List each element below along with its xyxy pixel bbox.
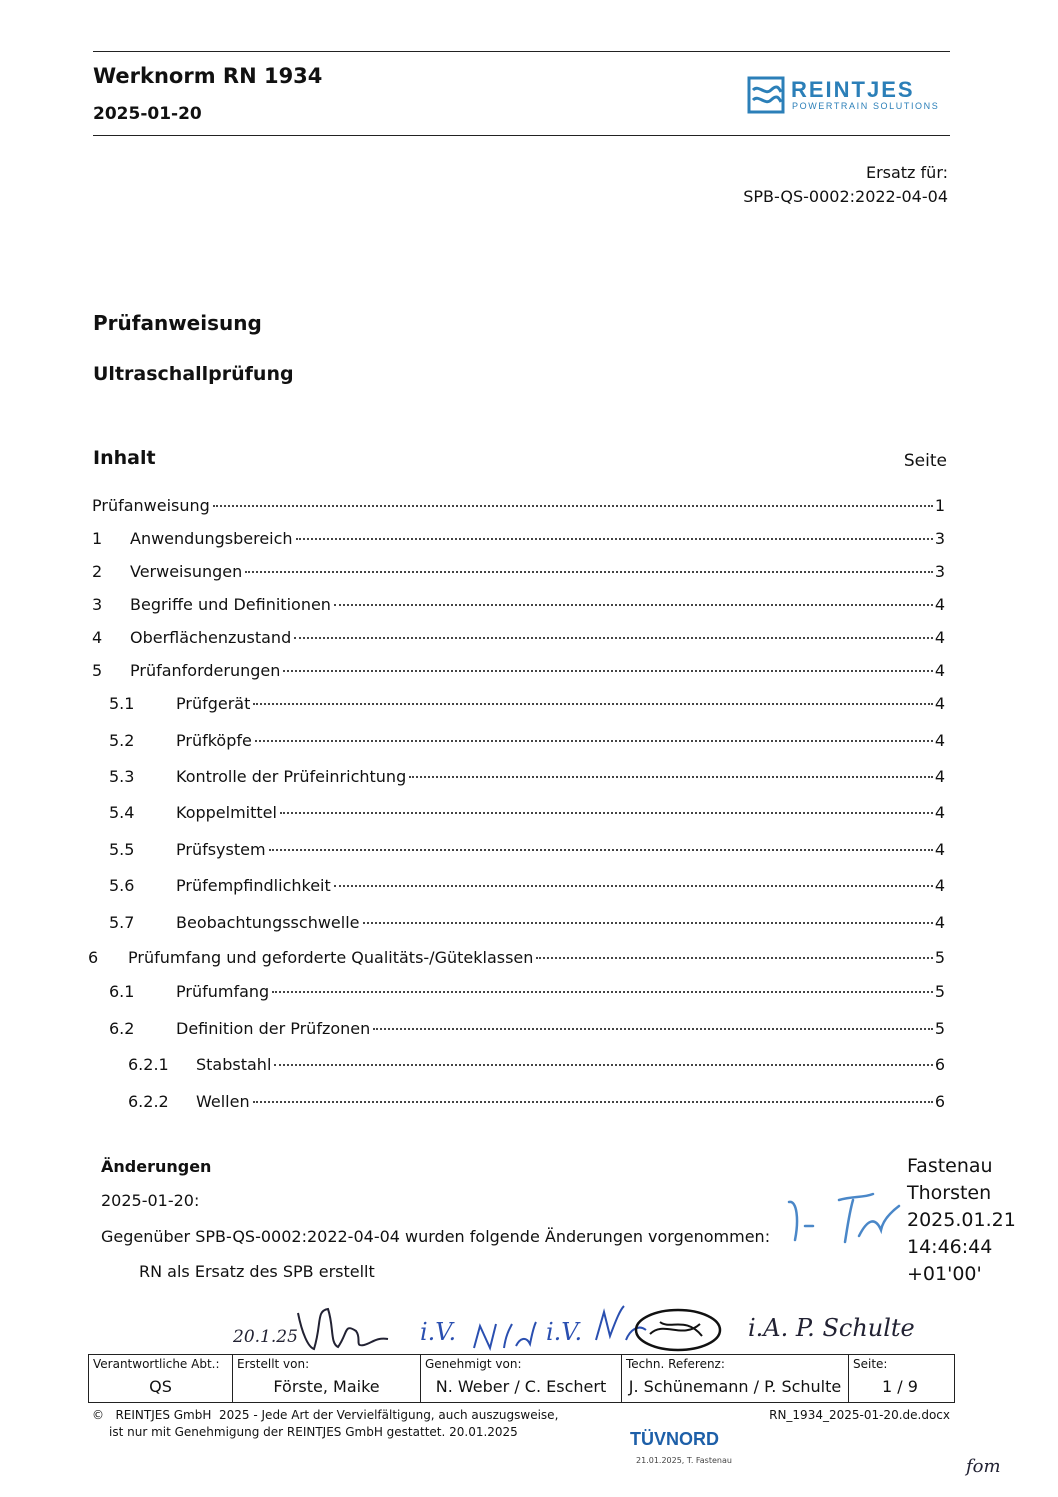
toc-entry-page: 3 (934, 562, 945, 581)
toc-entry[interactable] (109, 982, 945, 1004)
footer-filename: RN_1934_2025-01-20.de.docx (769, 1408, 950, 1422)
toc-entry-number: 6 (88, 948, 99, 967)
toc-entry[interactable] (92, 529, 945, 551)
toc-dot-leader (334, 604, 933, 606)
signature-weber (470, 1318, 540, 1354)
toc-heading: Inhalt (93, 447, 156, 469)
toc-entry-label: Verweisungen (130, 562, 243, 581)
toc-entry[interactable] (109, 803, 945, 825)
toc-entry[interactable] (109, 767, 945, 789)
toc-entry-page: 4 (934, 876, 945, 895)
toc-entry-label: Prüfumfang und geforderte Qualitäts-/Güteklassen (128, 948, 534, 967)
toc-entry-page: 4 (934, 913, 945, 932)
ersatz-label: Ersatz für: (865, 163, 948, 182)
changes-item: RN als Ersatz des SPB erstellt (139, 1262, 375, 1281)
toc-entry-number: 6.2 (109, 1019, 135, 1038)
tuv-nord-logo: TÜVNORD (630, 1429, 719, 1449)
toc-entry-label: Prüfempfindlichkeit (176, 876, 331, 895)
handwritten-ia-schulte: i.A. P. Schulte (748, 1314, 915, 1342)
changes-heading: Änderungen (101, 1157, 212, 1176)
toc-entry-page: 1 (934, 496, 945, 515)
toc-entry-label: Anwendungsbereich (130, 529, 293, 548)
toc-entry-number: 6.2.2 (128, 1092, 169, 1111)
toc-entry-number: 1 (92, 529, 103, 548)
toc-entry-label: Prüfumfang (176, 982, 270, 1001)
toc-entry-label: Definition der Prüfzonen (176, 1019, 371, 1038)
header-top-rule (93, 51, 950, 52)
toc-entry-label: Beobachtungsschwelle (176, 913, 360, 932)
toc-dot-leader (280, 812, 933, 814)
toc-dot-leader (363, 922, 933, 924)
toc-entry[interactable] (92, 661, 945, 683)
toc-entry-number: 6.2.1 (128, 1055, 169, 1074)
footer-cell-label: Erstellt von: (237, 1357, 310, 1371)
toc-entry-page: 4 (934, 661, 945, 680)
changes-text: Gegenüber SPB-QS-0002:2022-04-04 wurden folgende Änderungen vorgenommen: (101, 1227, 771, 1246)
toc-entry-page: 5 (934, 948, 945, 967)
toc-entry-page: 5 (934, 982, 945, 1001)
footer-cell-value: N. Weber / C. Eschert (435, 1377, 607, 1396)
footer-approval-table (88, 1354, 955, 1403)
toc-entry-label: Prüfanweisung (92, 496, 210, 515)
footer-cell-value: QS (149, 1377, 172, 1396)
toc-dot-leader (272, 991, 933, 993)
digital-signature-line: Fastenau (907, 1155, 993, 1177)
toc-entry-number: 3 (92, 595, 103, 614)
toc-dot-leader (213, 505, 933, 507)
toc-page-heading: Seite (903, 451, 947, 471)
changes-date: 2025-01-20: (101, 1191, 200, 1210)
copyright-line-1: © REINTJES GmbH 2025 - Jede Art der Vervielfältigung, auch auszugsweise, (92, 1408, 559, 1422)
toc-entry[interactable] (109, 876, 945, 898)
toc-entry-number: 5.3 (109, 767, 135, 786)
reintjes-logo-icon (747, 76, 785, 114)
toc-entry[interactable] (109, 913, 945, 935)
toc-entry-number: 5.2 (109, 731, 135, 750)
toc-entry-page: 5 (934, 1019, 945, 1038)
toc-entry[interactable] (109, 694, 945, 716)
margin-note: fom (966, 1456, 1001, 1477)
footer-cell-value: 1 / 9 (882, 1377, 918, 1396)
toc-entry-number: 4 (92, 628, 103, 647)
footer-cell-label: Genehmigt von: (425, 1357, 522, 1371)
toc-entry[interactable] (92, 496, 945, 518)
toc-entry-page: 4 (934, 840, 945, 859)
digital-signature-line: +01'00' (907, 1263, 982, 1285)
toc-entry[interactable] (109, 731, 945, 753)
toc-entry-number: 5 (92, 661, 103, 680)
digital-signature-line: 14:46:44 (907, 1236, 993, 1258)
toc-entry-label: Kontrolle der Prüfeinrichtung (176, 767, 407, 786)
footer-cell-label: Verantwortliche Abt.: (93, 1357, 220, 1371)
handwritten-iv-eschert: i.V. (546, 1318, 583, 1346)
toc-entry-number: 5.4 (109, 803, 135, 822)
toc-entry-label: Oberflächenzustand (130, 628, 292, 647)
footer-cell-value: J. Schünemann / P. Schulte (628, 1377, 842, 1396)
toc-entry-number: 5.6 (109, 876, 135, 895)
logo-tagline: POWERTRAIN SOLUTIONS (792, 101, 940, 111)
logo-wordmark: REINTJES (791, 77, 915, 102)
digital-signature-mark (783, 1190, 903, 1250)
toc-entry-label: Stabstahl (196, 1055, 272, 1074)
toc-entry-label: Prüfgerät (176, 694, 251, 713)
toc-entry[interactable] (109, 840, 945, 862)
toc-entry-page: 4 (934, 767, 945, 786)
toc-entry-label: Prüfköpfe (176, 731, 252, 750)
footer-cell-page (849, 1355, 951, 1402)
toc-dot-leader (255, 740, 933, 742)
toc-dot-leader (296, 538, 933, 540)
toc-entry[interactable] (128, 1092, 945, 1114)
toc-entry-number: 2 (92, 562, 103, 581)
reintjes-logo (747, 74, 951, 114)
footer-cell-label: Seite: (853, 1357, 888, 1371)
handwritten-iv-weber: i.V. (420, 1318, 457, 1346)
toc-dot-leader (269, 849, 933, 851)
footer-cell-value: Förste, Maike (273, 1377, 380, 1396)
toc-entry[interactable] (128, 1055, 945, 1077)
doc-heading: Prüfanweisung (93, 311, 262, 335)
toc-entry-page: 4 (934, 731, 945, 750)
toc-entry-number: 5.1 (109, 694, 135, 713)
toc-entry-page: 4 (934, 595, 945, 614)
toc-entry-label: Begriffe und Definitionen (130, 595, 331, 614)
toc-entry-number: 5.5 (109, 840, 135, 859)
toc-entry-label: Wellen (196, 1092, 250, 1111)
toc-entry-label: Prüfanforderungen (130, 661, 281, 680)
toc-entry-page: 6 (934, 1092, 945, 1111)
signature-eschert-schuenemann (590, 1300, 730, 1356)
toc-entry-page: 4 (934, 628, 945, 647)
toc-entry-page: 4 (934, 803, 945, 822)
toc-dot-leader (334, 885, 933, 887)
digital-signature-line: 2025.01.21 (907, 1209, 1016, 1231)
toc-entry[interactable] (92, 595, 945, 617)
digital-signature (907, 1153, 1016, 1288)
toc-dot-leader (274, 1064, 932, 1066)
document-date: 2025-01-20 (93, 104, 202, 124)
handwritten-date: 20.1.25 (233, 1327, 298, 1347)
toc-dot-leader (373, 1028, 933, 1030)
toc-dot-leader (253, 1101, 933, 1103)
copyright-line-2: ist nur mit Genehmigung der REINTJES GmbH gestattet. 20.01.2025 (109, 1425, 518, 1439)
toc-entry-page: 4 (934, 694, 945, 713)
footer-cell-department (89, 1355, 233, 1402)
toc-entry[interactable] (92, 628, 945, 650)
toc-dot-leader (536, 957, 932, 959)
footer-cell-created-by (233, 1355, 421, 1402)
toc-dot-leader (294, 637, 933, 639)
document-title: Werknorm RN 1934 (93, 64, 323, 88)
toc-dot-leader (253, 703, 932, 705)
toc-entry-label: Koppelmittel (176, 803, 277, 822)
header-bottom-rule (93, 135, 950, 136)
toc-entry[interactable] (88, 948, 945, 970)
footer-cell-approved-by (421, 1355, 622, 1402)
tuv-stamp-text: 21.01.2025, T. Fastenau (636, 1456, 732, 1465)
doc-subheading: Ultraschallprüfung (93, 363, 294, 385)
footer-cell-label: Techn. Referenz: (626, 1357, 725, 1371)
toc-dot-leader (283, 670, 932, 672)
toc-entry-page: 3 (934, 529, 945, 548)
ersatz-reference: SPB-QS-0002:2022-04-04 (743, 187, 948, 206)
toc-entry-number: 5.7 (109, 913, 135, 932)
toc-entry[interactable] (109, 1019, 945, 1041)
toc-entry-label: Prüfsystem (176, 840, 266, 859)
toc-entry-page: 6 (934, 1055, 945, 1074)
toc-entry-number: 6.1 (109, 982, 135, 1001)
toc-dot-leader (245, 571, 933, 573)
toc-entry[interactable] (92, 562, 945, 584)
signature-foerste (294, 1303, 394, 1355)
toc-dot-leader (409, 776, 933, 778)
footer-cell-tech-reference (622, 1355, 849, 1402)
digital-signature-line: Thorsten (907, 1182, 992, 1204)
